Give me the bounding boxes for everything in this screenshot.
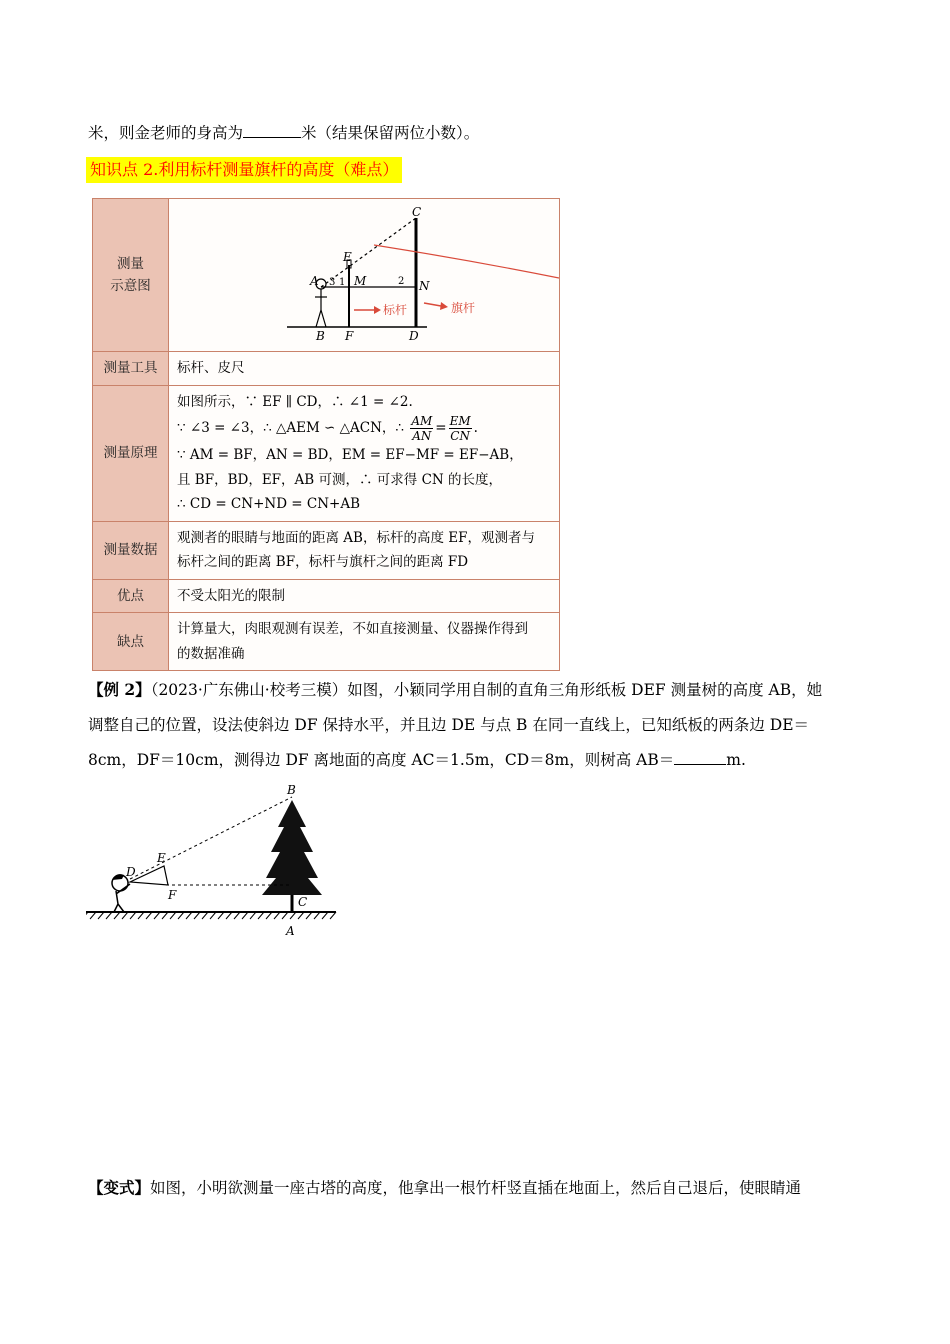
observer-leg-left <box>316 310 321 327</box>
table-row-tools <box>93 352 560 386</box>
table-content-data <box>169 521 560 579</box>
red-arrowhead-flag <box>440 302 448 310</box>
tree-measurement-figure <box>86 782 356 942</box>
flagpole-measurement-diagram <box>169 200 559 350</box>
example-2-unit: m. <box>726 751 746 769</box>
note-flag-text: 旗杆 <box>451 301 476 315</box>
table-content-advantage: 不受太阳光的限制 <box>169 579 560 613</box>
ground-hatching <box>86 912 336 919</box>
label-B: B <box>287 783 296 797</box>
table-row-principle <box>93 385 560 521</box>
disadvantage-line-2: 的数据准确 <box>177 645 245 662</box>
knowledge-point-title: 知识点 2.利用标杆测量旗杆的高度（难点） <box>86 157 402 183</box>
data-line-1: 观测者的眼睛与地面的距离 AB，标杆的高度 EF，观测者与 <box>177 529 535 546</box>
frac1-numerator: AM <box>411 414 433 428</box>
principle-line-5: ∴ CD = CN+ND = CN+AB <box>177 496 361 512</box>
tree-crown <box>262 800 322 895</box>
label-A: A <box>310 274 319 288</box>
principle-line-4: 且 BF，BD，EF，AB 可测，∴ 可求得 CN 的长度， <box>177 471 503 488</box>
sight-line <box>130 797 292 879</box>
measurement-table <box>92 198 560 671</box>
red-arrowhead-pole <box>374 306 381 314</box>
table-row-disadvantage <box>93 613 560 671</box>
label-C: C <box>298 895 308 909</box>
table-row-advantage <box>93 579 560 613</box>
answer-blank-height[interactable] <box>243 123 301 138</box>
label-line-2: 示意图 <box>110 278 151 294</box>
label-M: M <box>354 274 367 288</box>
label-E: E <box>157 851 166 865</box>
table-label-principle: 测量原理 <box>93 385 169 521</box>
principle-line-1: 如图所示，∵ EF ∥ CD，∴ ∠1 = ∠2. <box>177 393 413 410</box>
label-F: F <box>345 329 354 343</box>
table-content-principle <box>169 385 560 521</box>
principle-line-2-text: ∵ ∠3 = ∠3，∴ △AEM ∽ △ACN，∴ <box>177 420 405 436</box>
frac2-denominator: CN <box>450 429 470 443</box>
triangle-board <box>130 866 168 885</box>
label-3: 3 <box>329 277 336 288</box>
observer-leg-right <box>321 310 326 327</box>
example-2-line-1 <box>88 672 858 708</box>
table-content-disadvantage <box>169 613 560 671</box>
label-D: D <box>409 329 419 343</box>
intro-text-before: 米，则金老师的身高为 <box>88 124 244 142</box>
example-2 <box>88 672 858 778</box>
label-N: N <box>419 279 430 293</box>
label-line-1: 测量 <box>117 256 144 272</box>
example-2-text-1: 如图，小颖同学用自制的直角三角形纸板 DEF 测量树的高度 AB，她 <box>347 681 823 699</box>
red-curve <box>374 245 559 278</box>
label-2: 2 <box>398 276 405 287</box>
table-row-data <box>93 521 560 579</box>
principle-line-2: ∵ ∠3 = ∠3，∴ △AEM ∽ △ACN，∴ $\frac{AM}{AN}$ = $\frac{EM}{CN}$ . <box>177 414 478 443</box>
table-label-disadvantage: 缺点 <box>93 613 169 671</box>
data-line-2: 标杆之间的距离 BF，标杆与旗杆之间的距离 FD <box>177 554 469 570</box>
table-label-tools: 测量工具 <box>93 352 169 386</box>
variant-text: 如图，小明欲测量一座古塔的高度，他拿出一根竹杆竖直插在地面上，然后自己退后，使眼睛通 <box>150 1179 802 1197</box>
example-2-line-3 <box>88 743 858 778</box>
label-A: A <box>286 924 295 938</box>
example-2-line-2: 调整自己的位置，设法使斜边 DF 保持水平，并且边 DE 与点 B 在同一直线上，已知纸板的两条边 DE＝ <box>88 716 810 734</box>
intro-line <box>88 116 479 150</box>
label-F: F <box>168 888 177 902</box>
disadvantage-line-1: 计算量大，肉眼观测有误差，不如直接测量、仪器操作得到 <box>177 621 528 637</box>
note-pole-text: 标杆 <box>383 303 408 317</box>
principle-line-3: ∵ AM = BF，AN = BD，EM = EF−MF = EF−AB， <box>177 447 523 463</box>
fraction-am-an <box>410 414 433 443</box>
example-2-tag: 【例 2】 <box>88 680 151 699</box>
example-2-text-3: 8cm，DF＝10cm，测得边 DF 离地面的高度 AC＝1.5m，CD＝8m，则树高 AB＝ <box>88 751 675 769</box>
table-diagram-cell <box>169 199 560 352</box>
answer-blank-tree-height[interactable] <box>674 750 726 765</box>
label-E: E <box>343 250 352 264</box>
fraction-em-cn <box>449 414 472 443</box>
frac2-numerator: EM <box>449 414 471 428</box>
red-arrow-flag <box>424 303 441 306</box>
label-C: C <box>412 205 422 219</box>
table-label-diagram <box>93 199 169 352</box>
table-label-data: 测量数据 <box>93 521 169 579</box>
label-B: B <box>316 329 325 343</box>
variant-tag: 【变式】 <box>88 1178 151 1197</box>
table-label-advantage: 优点 <box>93 579 169 613</box>
label-D: D <box>126 865 136 879</box>
person-body <box>114 884 130 912</box>
frac1-denominator: AN <box>412 429 432 443</box>
intro-text-after: 米（结果保留两位小数）。 <box>301 124 480 142</box>
example-2-source: （2023·广东佛山·校考三模） <box>150 681 348 699</box>
label-1: 1 <box>339 277 346 288</box>
table-row-diagram <box>93 199 560 352</box>
variant <box>88 1170 858 1206</box>
table-content-tools: 标杆、皮尺 <box>169 352 560 386</box>
